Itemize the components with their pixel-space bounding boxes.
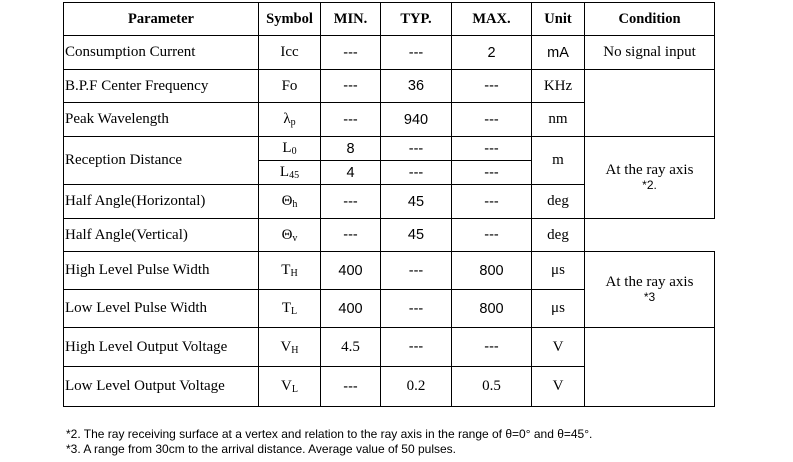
typ-cell: --- xyxy=(381,252,452,290)
symbol-main: V xyxy=(280,338,292,355)
table-row xyxy=(64,219,715,252)
symbol-cell xyxy=(259,252,321,290)
symbol-main: T xyxy=(281,300,292,316)
max-cell: --- xyxy=(452,219,532,252)
min-cell: --- xyxy=(321,70,381,103)
header-condition: Condition xyxy=(585,3,715,36)
symbol-subscript: L xyxy=(291,384,298,395)
min-cell: --- xyxy=(321,367,381,407)
min-cell: 400 xyxy=(321,290,381,328)
max-cell: 0.5 xyxy=(452,367,532,407)
condition-cell-empty xyxy=(585,328,715,407)
condition-cell xyxy=(585,137,715,219)
symbol-main: T xyxy=(281,262,291,278)
parameter-cell: Low Level Pulse Width xyxy=(64,290,259,328)
symbol-cell xyxy=(259,137,321,161)
symbol-cell xyxy=(259,367,321,407)
unit-cell: deg xyxy=(532,185,585,219)
typ-cell: 45 xyxy=(381,219,452,252)
typ-cell: --- xyxy=(381,328,452,367)
max-cell: 800 xyxy=(452,290,532,328)
header-row xyxy=(64,3,715,36)
symbol-subscript: 0 xyxy=(291,146,297,157)
symbol-main: Θ xyxy=(281,226,293,243)
unit-cell: m xyxy=(532,137,585,185)
unit-cell: deg xyxy=(532,219,585,252)
symbol-main: V xyxy=(281,378,292,394)
header-unit: Unit xyxy=(532,3,585,36)
max-cell: --- xyxy=(452,161,532,185)
typ-cell: 36 xyxy=(381,70,452,103)
min-cell: 400 xyxy=(321,252,381,290)
min-cell: 4.5 xyxy=(321,328,381,367)
max-cell: --- xyxy=(452,70,532,103)
symbol-cell xyxy=(259,161,321,185)
typ-cell: 0.2 xyxy=(381,367,452,407)
parameter-cell: Low Level Output Voltage xyxy=(64,367,259,407)
condition-cell: No signal input xyxy=(585,36,715,70)
typ-cell: --- xyxy=(381,137,452,161)
min-cell: --- xyxy=(321,219,381,252)
symbol-subscript: L xyxy=(291,306,298,317)
footnotes xyxy=(66,427,592,457)
symbol-cell xyxy=(259,185,321,219)
unit-cell: KHz xyxy=(532,70,585,103)
typ-cell: --- xyxy=(381,36,452,70)
symbol-cell: Icc xyxy=(259,36,321,70)
max-cell: 800 xyxy=(452,252,532,290)
min-cell: --- xyxy=(321,185,381,219)
typ-cell: 940 xyxy=(381,103,452,137)
condition-note: *3 xyxy=(643,290,656,305)
table-row xyxy=(64,252,715,290)
min-cell: 8 xyxy=(321,137,381,161)
symbol-subscript: 45 xyxy=(289,170,300,181)
symbol-cell xyxy=(259,290,321,328)
min-cell: --- xyxy=(321,103,381,137)
table-row xyxy=(64,137,715,161)
typ-cell: 45 xyxy=(381,185,452,219)
footnote-2: *2. The ray receiving surface at a vertex and relation to the ray axis in the range of θ=0° and θ=45°. xyxy=(66,427,593,441)
symbol-main: L xyxy=(279,164,290,180)
condition-main: At the ray axis xyxy=(605,274,694,291)
symbol-subscript: v xyxy=(292,232,298,244)
header-typ: TYP. xyxy=(381,3,452,36)
unit-cell: μs xyxy=(532,252,585,290)
header-max: MAX. xyxy=(452,3,532,36)
parameter-cell: Consumption Current xyxy=(64,36,259,70)
header-parameter: Parameter xyxy=(64,3,259,36)
symbol-subscript: h xyxy=(292,199,298,210)
parameter-cell: High Level Output Voltage xyxy=(64,328,259,367)
typ-cell: --- xyxy=(381,161,452,185)
unit-cell: V xyxy=(532,367,585,407)
parameter-cell: Half Angle(Vertical) xyxy=(64,219,259,252)
parameter-cell: B.P.F Center Frequency xyxy=(64,70,259,103)
parameter-cell: High Level Pulse Width xyxy=(64,252,259,290)
unit-cell: V xyxy=(532,328,585,367)
unit-cell: mA xyxy=(532,36,585,70)
typ-cell: --- xyxy=(381,290,452,328)
table-row xyxy=(64,70,715,103)
specification-table xyxy=(63,2,715,407)
symbol-subscript: p xyxy=(290,117,296,128)
header-symbol: Symbol xyxy=(259,3,321,36)
max-cell: 2 xyxy=(452,36,532,70)
parameter-cell: Half Angle(Horizontal) xyxy=(64,185,259,219)
footnote-3: *3. A range from 30cm to the arrival distance. Average value of 50 pulses. xyxy=(66,442,457,456)
condition-note: *2. xyxy=(642,178,657,193)
unit-cell: μs xyxy=(532,290,585,328)
symbol-main: L xyxy=(282,140,292,156)
table-row xyxy=(64,36,715,70)
max-cell: --- xyxy=(452,185,532,219)
symbol-main: λ xyxy=(283,111,291,127)
condition-main: At the ray axis xyxy=(605,162,694,179)
symbol-main: Θ xyxy=(281,193,293,209)
max-cell: --- xyxy=(452,103,532,137)
max-cell: --- xyxy=(452,137,532,161)
symbol-cell xyxy=(259,103,321,137)
symbol-cell: Fo xyxy=(259,70,321,103)
symbol-cell xyxy=(259,328,321,367)
symbol-cell xyxy=(259,219,321,252)
unit-cell: nm xyxy=(532,103,585,137)
parameter-cell: Reception Distance xyxy=(64,137,259,185)
symbol-subscript: H xyxy=(290,268,298,279)
max-cell: --- xyxy=(452,328,532,367)
symbol-subscript: H xyxy=(291,344,299,356)
header-min: MIN. xyxy=(321,3,381,36)
condition-cell-empty xyxy=(585,70,715,137)
table-row xyxy=(64,328,715,367)
condition-cell xyxy=(585,252,715,328)
min-cell: --- xyxy=(321,36,381,70)
parameter-cell: Peak Wavelength xyxy=(64,103,259,137)
min-cell: 4 xyxy=(321,161,381,185)
